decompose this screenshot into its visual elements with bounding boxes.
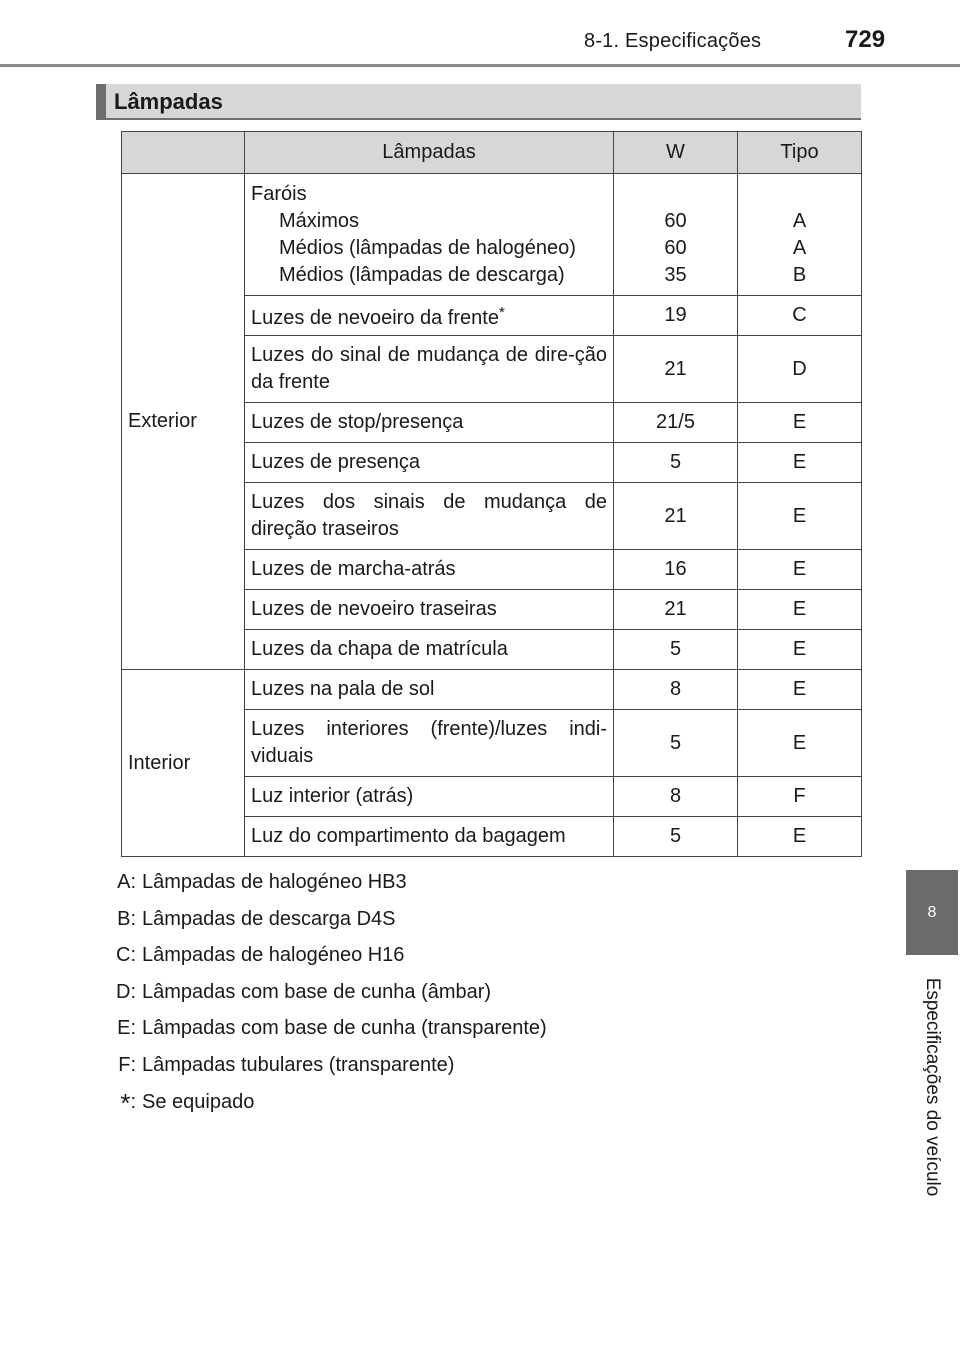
type-value: A	[792, 236, 807, 259]
type-value: C	[738, 296, 862, 336]
watts-value: 8	[614, 670, 738, 710]
type-value: E	[738, 550, 862, 590]
watts-value: 5	[614, 443, 738, 483]
lamp-label: Luz do compartimento da bagagem	[245, 817, 614, 857]
section-title: Lâmpadas	[114, 89, 223, 114]
footnote: E: Lâmpadas com base de cunha (transparente)	[106, 1014, 547, 1051]
type-value: D	[738, 336, 862, 403]
footnote-key: A	[117, 871, 131, 893]
type-value: E	[738, 403, 862, 443]
watts-value: 21	[614, 590, 738, 630]
lamp-sub-label: Médios (lâmpadas de halogéneo)	[279, 236, 576, 259]
table-row	[122, 670, 862, 710]
footnote-key: E	[117, 1017, 131, 1040]
section-bar-accent	[96, 84, 106, 118]
header-divider	[0, 64, 960, 67]
type-cell	[738, 174, 862, 296]
footnote: F: Lâmpadas tubulares (transparente)	[106, 1051, 547, 1088]
lamp-label: Luzes da chapa de matrícula	[245, 630, 614, 670]
lamp-heading: Faróis	[251, 182, 307, 205]
lamp-label: Luzes de stop/presença	[245, 403, 614, 443]
type-value: E	[738, 630, 862, 670]
watts-cell	[614, 174, 738, 296]
watts-value: 5	[614, 630, 738, 670]
watts-value: 21	[614, 483, 738, 550]
type-value: F	[738, 777, 862, 817]
lamp-label: Luzes na pala de sol	[245, 670, 614, 710]
chapter-number: 8	[927, 904, 937, 921]
lamp-label: Luzes dos sinais de mudança de direção traseiros	[245, 483, 614, 550]
lamp-sub-label: Máximos	[279, 209, 360, 232]
header-cell-empty	[122, 132, 245, 174]
footnotes	[106, 868, 547, 1124]
watts-value: 60	[664, 209, 687, 232]
footnote: B: Lâmpadas de descarga D4S	[106, 905, 547, 942]
table-row	[122, 174, 862, 296]
footnote-text: Lâmpadas de halogéneo H16	[142, 944, 405, 967]
watts-value: 5	[614, 817, 738, 857]
page-number: 729	[845, 26, 886, 53]
lamp-cell	[245, 174, 614, 296]
footnote-text: Se equipado	[142, 1090, 255, 1113]
type-value: E	[738, 443, 862, 483]
lamp-cell	[245, 296, 614, 336]
footnote: C: Lâmpadas de halogéneo H16	[106, 941, 547, 978]
footnote-key: C	[115, 944, 131, 967]
footnote-text: Lâmpadas de halogéneo HB3	[142, 871, 407, 893]
type-value: A	[792, 209, 807, 232]
footnote: D: Lâmpadas com base de cunha (âmbar)	[106, 978, 547, 1015]
watts-value: 8	[614, 777, 738, 817]
footnote-key: F	[118, 1053, 131, 1076]
type-value: B	[792, 263, 807, 286]
footnote-star-key: *	[120, 1087, 131, 1118]
footnote-text: Lâmpadas tubulares (transparente)	[142, 1053, 455, 1076]
watts-value: 60	[664, 236, 687, 259]
type-value: E	[738, 670, 862, 710]
footnote: *: Se equipado	[120, 1087, 255, 1118]
footnote-text: Lâmpadas de descarga D4S	[142, 907, 396, 930]
watts-value: 21	[614, 336, 738, 403]
chapter-tab	[906, 870, 958, 955]
lamp-label: Luz interior (atrás)	[245, 777, 614, 817]
watts-value: 5	[614, 710, 738, 777]
type-value: E	[738, 483, 862, 550]
watts-value: 35	[664, 263, 687, 286]
section-title-bar	[96, 84, 861, 120]
table-header-row	[122, 132, 862, 174]
lamp-label: Luzes de presença	[245, 443, 614, 483]
footnote-text: Lâmpadas com base de cunha (âmbar)	[142, 980, 492, 1003]
footnote: A: Lâmpadas de halogéneo HB3	[106, 868, 547, 905]
lamp-label: Luzes do sinal de mudança de dire-ção da frente	[245, 336, 614, 403]
header-cell-type: Tipo	[738, 132, 862, 174]
lamp-sub-label: Médios (lâmpadas de descarga)	[279, 263, 565, 286]
watts-value: 21/5	[614, 403, 738, 443]
type-value: E	[738, 710, 862, 777]
lamp-label: Luzes de nevoeiro traseiras	[245, 590, 614, 630]
watts-value: 16	[614, 550, 738, 590]
category-exterior: Exterior	[122, 174, 245, 670]
lamp-label: Luzes de marcha-atrás	[245, 550, 614, 590]
section-heading: 8-1. Especificações	[584, 30, 762, 52]
header-cell-lamps: Lâmpadas	[245, 132, 614, 174]
footnote-key: B	[117, 907, 131, 930]
footnote-text: Lâmpadas com base de cunha (transparente)	[142, 1017, 547, 1040]
lamp-label: Luzes de nevoeiro da frente	[251, 307, 499, 329]
header-cell-watts: W	[614, 132, 738, 174]
type-value: E	[738, 817, 862, 857]
type-value: E	[738, 590, 862, 630]
footnote-star: *	[498, 304, 505, 321]
bulb-table	[121, 131, 862, 857]
chapter-tab-label: Especificações do veículo	[922, 977, 943, 1197]
category-interior: Interior	[122, 670, 245, 857]
footnote-key: D	[115, 980, 131, 1003]
lamp-label: Luzes interiores (frente)/luzes indi-viduais	[245, 710, 614, 777]
watts-value: 19	[614, 296, 738, 336]
